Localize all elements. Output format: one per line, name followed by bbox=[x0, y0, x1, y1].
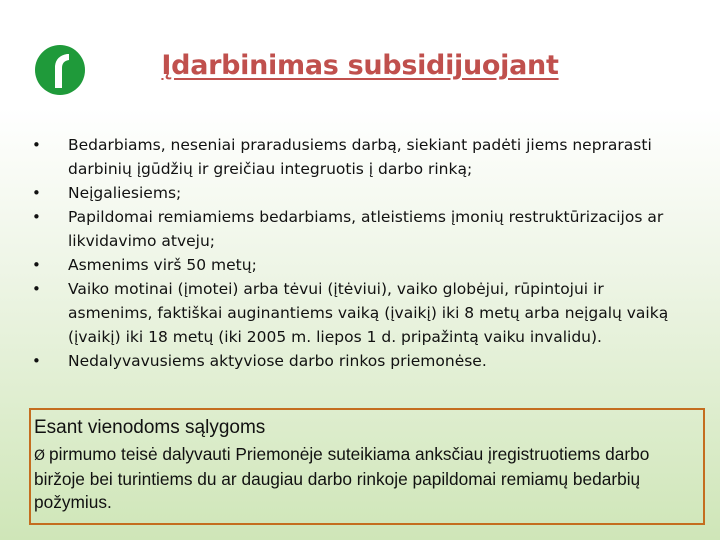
list-item bbox=[28, 181, 688, 205]
page-title: Įdarbinimas subsidijuojant bbox=[161, 50, 559, 81]
bullet-marker: • bbox=[32, 136, 41, 154]
arrow-bullet-icon: Ø bbox=[34, 448, 46, 464]
list-item bbox=[28, 205, 688, 253]
bullet-marker: • bbox=[32, 256, 41, 274]
conditions-text-body: pirmumo teisė dalyvauti Priemonėje suteikiama anksčiau įregistruotiems darbo biržoje bei turintiems du ar daugiau darbo rinkoje papildomai remiamų bedarbių požymius. bbox=[34, 444, 650, 512]
list-item bbox=[28, 277, 688, 349]
list-item-text: Nedalyvavusiems aktyviose darbo rinkos priemonėse. bbox=[68, 352, 487, 370]
list-item-text: Neįgaliesiems; bbox=[68, 184, 182, 202]
bullet-marker: • bbox=[32, 184, 41, 202]
list-item-text: Bedarbiams, neseniai praradusiems darbą, siekiant padėti jiems neprarasti darbinių įgūdžių ir greičiau integruotis į darbo rinką; bbox=[68, 136, 652, 178]
list-item-text: Papildomai remiamiems bedarbiams, atleistiems įmonių restruktūrizacijos ar likvidavimo atveju; bbox=[68, 208, 664, 250]
bullet-marker: • bbox=[32, 280, 41, 298]
conditions-heading: Esant vienodoms sąlygoms bbox=[34, 417, 266, 438]
list-item-text: Asmenims virš 50 metų; bbox=[68, 256, 257, 274]
list-item-text: Vaiko motinai (įmotei) arba tėvui (įtėviui), vaiko globėjui, rūpintojui ir asmenims, faktiškai auginantiems vaiką (įvaikį) iki 8 metų arba neįgalų vaiką (įvaikį) iki 18 metų (iki 2005 m. liepos 1 d. pripažintą vaiku invalidu). bbox=[68, 280, 669, 346]
conditions-text bbox=[34, 443, 702, 514]
list-item bbox=[28, 349, 688, 373]
list-item bbox=[28, 253, 688, 277]
list-item bbox=[28, 133, 688, 181]
bullet-marker: • bbox=[32, 208, 41, 226]
bullet-marker: • bbox=[32, 352, 41, 370]
green-swoosh-logo-icon bbox=[34, 44, 86, 96]
bullet-list bbox=[28, 133, 688, 373]
